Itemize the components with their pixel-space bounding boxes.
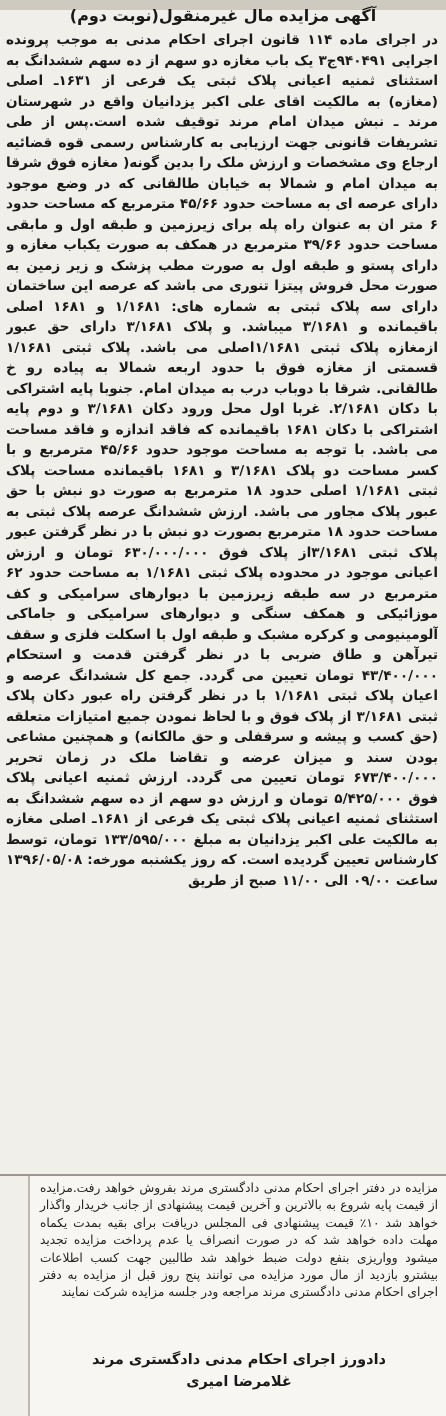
auction-terms-block bbox=[28, 1176, 446, 1416]
auction-terms-text: مزایده در دفتر اجرای احکام مدنی دادگستری مرند بفروش خواهد رفت.مزایده از قیمت پایه شروع به بالاترین و آخرین قیمت پیشنهادی از جانب خریدار واگذار خواهد شد ۱۰٪ قیمت پیشنهادی فی المجلس دریافت برای بقیه بمدت یکماه مهلت داده خواهد شد که در صورت انصراف یا عدم پرداخت مزایده تجدید میشود وواریزی بنفع دولت ضبط خواهد شد طالبین جهت کسب اطلاعات بیشترو بازدید از مال مورد مزایده می توانند پنج روز قبل از مزایده به دفتر اجرای احکام مدنی دادگستری مرند مراجعه ودر جلسه مزایده شرکت نمایند bbox=[40, 1181, 439, 1300]
notice-title: آگهی مزایده مال غیرمنقول(نوبت دوم) bbox=[69, 6, 377, 25]
notice-body-text: در اجرای ماده ۱۱۴ قانون اجرای احکام مدنی به موجب پرونده اجرایی ۹۴۰۴۹۱ج۳ یک باب مغازه دو سهم از ده سهم ششدانگ به استثنای ثمنیه اعیانی پلاک ثبتی یک فرعی از ۱۶۳۱ـ اصلی (مغازه) به مالکیت اقای علی اکبر یزدانیان واقع در شهرستان مرند ـ نبش میدان امام مرند توقیف شده است.پس از طی تشریفات قانونی جهت ارزیابی به کارشناس رسمی قوه قضائیه ارجاع وی مشخصات و ارزش ملک را بدین گونه( مغازه فوق شرقا به میدان امام و شمالا به خیابان طالقانی که در وضع موجود دارای عرصه ای به مساحت حدود ۴۵/۶۶ مترمربع که مساحت حدود ۶ متر ان به عنوان راه پله برای زیرزمین و طبقه اول و مابقی مساحت حدود ۳۹/۶۶ مترمربع در همکف به صورت یکباب مغازه و دارای پستو و طبقه اول به صورت مطب پزشک و زیر زمین به صورت محل فروش پیتزا تنوری می باشد که عرصه این ساختمان دارای سه پلاک ثبتی به شماره های: ۱/۱۶۸۱ و ۱۶۸۱ اصلی باقیمانده و ۳/۱۶۸۱ میباشد. و پلاک ۳/۱۶۸۱ دارای حق عبور ازمغازه پلاک ثبتی ۱/۱۶۸۱اصلی می باشد. پلاک ثبتی ۱/۱۶۸۱ قسمتی از مغازه فوق با حدود اربعه شمالا به پیاده رو خ طالقانی. شرقا با دوباب درب به میدان امام. جنوبا پایه اشتراکی با دکان ۲/۱۶۸۱. غربا اول محل ورود دکان ۳/۱۶۸۱ و دوم پایه اشتراکی با دکان ۱۶۸۱ باقیمانده که فاقد اندازه و فاقد مساحت می باشد. با توجه به مساحت موجود حدود ۴۵/۶۶ مترمربع و با کسر مساحت دو پلاک ۳/۱۶۸۱ و ۱۶۸۱ باقیمانده مساحت پلاک ثبتی ۱/۱۶۸۱ اصلی حدود ۱۸ مترمربع به صورت دو نبش با حق عبور پلاک مجاور می باشد. ارزش ششدانگ عرصه پلاک ثبتی به مساحت حدود ۱۸ مترمربع بصورت دو نبش با در نظر گرفتن عبور پلاک ثبتی ۳/۱۶۸۱از پلاک فوق ۶۳۰/۰۰۰/۰۰۰ تومان و ارزش اعیانی موجود در محدوده پلاک ثبتی ۱/۱۶۸۱ به مساحت حدود ۶۲ مترمربع در سه طبقه زیرزمین با دیوارهای سرامیکی و کف موزائیکی و همکف سنگی و دیوارهای سرامیکی و جاماکی آلومینیومی و کرکره مشبک و طبقه اول با اسکلت فلزی و سقف تیرآهن و طاق ضربی با در نظر گرفتن قدمت و استحکام ۴۳/۴۰۰/۰۰۰ تومان تعیین می گردد. جمع کل ششدانگ عرصه و اعیان پلاک ثبتی ۱/۱۶۸۱ با در نظر گرفتن راه عبور دکان پلاک ثبتی ۳/۱۶۸۱ از پلاک فوق و با لحاظ نمودن جمیع امتیازات متعلقه (حق کسب و پیشه و سرقفلی و حق مالکانه) و همچنین مشاعی بودن سند و میزان عرضه و تقاضا ملک در زمان تحریر ۶۷۳/۴۰۰/۰۰۰ تومان تعیین می گردد. ارزش ثمنیه اعیانی پلاک فوق ۵/۴۲۵/۰۰۰ تومان و ارزش دو سهم از ده سهم ششدانگ به استثنای ثمنیه اعیانی پلاک ثبتی یک فرعی از ۱۶۸۱ـ اصلی مغازه به مالکیت علی اکبر یزدانیان به مبلغ ۱۳۳/۵۹۵/۰۰۰ تومان، توسط کارشناس تعیین گردیده است. که روز یکشنبه مورخه: ۱۳۹۶/۰۵/۰۸ ساعت ۰۹/۰۰ الی ۱۱/۰۰ صبح از طریق bbox=[6, 32, 438, 889]
signature-name: غلامرضا امیری bbox=[186, 1374, 292, 1390]
signature-title: دادورز اجرای احکام مدنی دادگستری مرند bbox=[92, 1352, 386, 1368]
